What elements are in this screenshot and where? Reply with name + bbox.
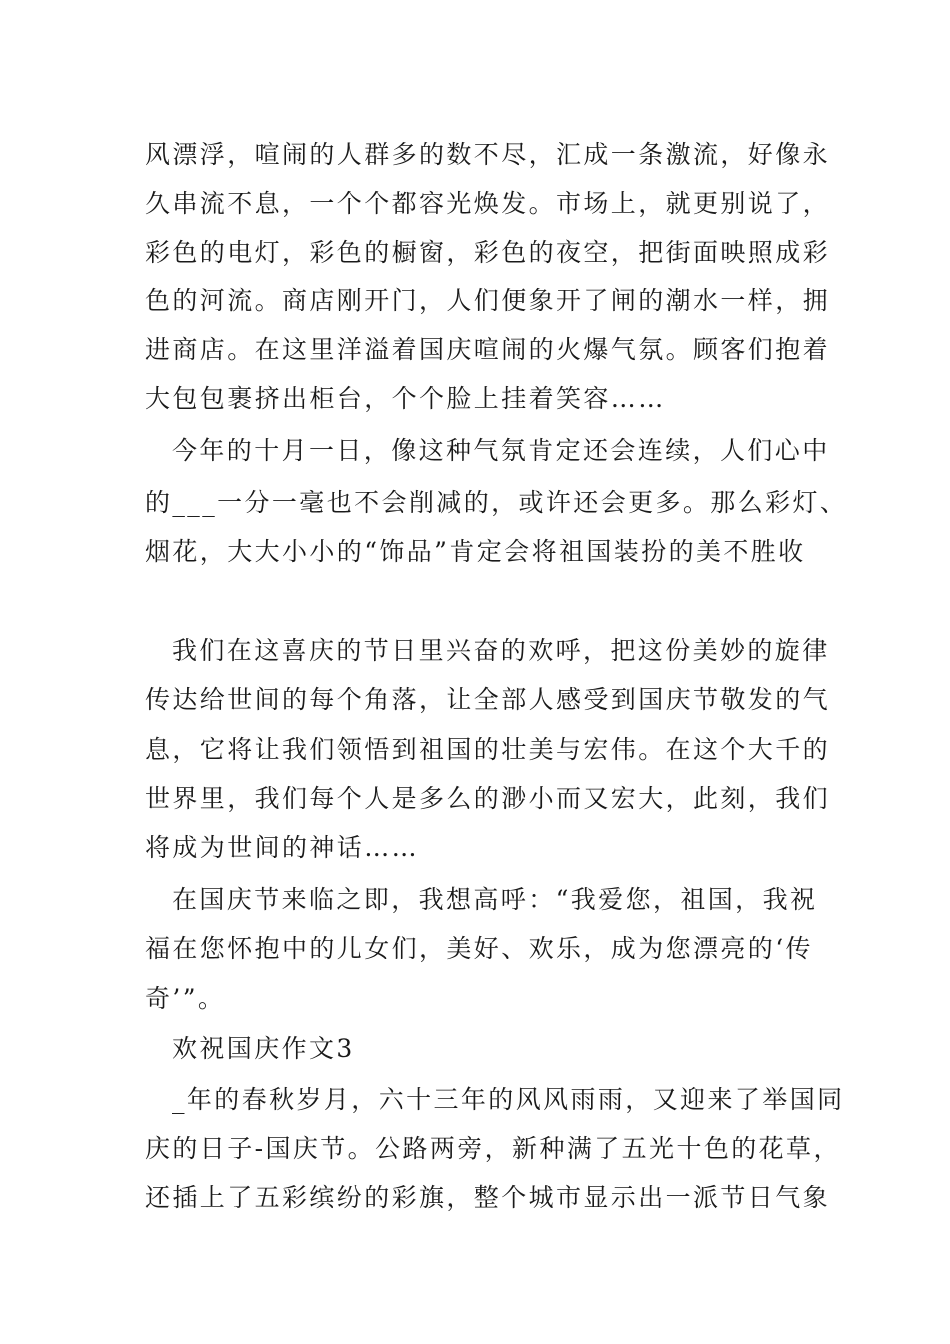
- text-line: 在国庆节来临之即，我想高呼：“我爱您，祖国，我祝: [172, 885, 818, 914]
- text-line: 大包包裹挤出柜台，个个脸上挂着笑容……: [145, 384, 666, 413]
- text-line: 福在您怀抱中的儿女们，美好、欢乐，成为您漂亮的‘传: [145, 934, 813, 963]
- text-line: 庆的日子-国庆节。公路两旁，新种满了五光十色的花草，: [145, 1134, 841, 1163]
- text-line: 色的河流。商店刚开门，人们便象开了闸的潮水一样，拥: [145, 286, 831, 315]
- text-line: 风漂浮，喧闹的人群多的数不尽，汇成一条激流，好像永: [145, 140, 831, 169]
- section-heading: 欢祝国庆作文3: [172, 1034, 355, 1063]
- text-line: 进商店。在这里洋溢着国庆喧闹的火爆气氛。顾客们抱着: [145, 335, 831, 364]
- text-line: 传达给世间的每个角落，让全部人感受到国庆节敬发的气: [145, 685, 831, 714]
- text-line: 我们在这喜庆的节日里兴奋的欢呼，把这份美妙的旋律: [172, 636, 830, 665]
- text-line: 今年的十月一日，像这种气氛肯定还会连续，人们心中: [172, 436, 830, 465]
- text-line: 将成为世间的神话……: [145, 833, 420, 862]
- text-line: _年的春秋岁月，六十三年的风风雨雨，又迎来了举国同: [172, 1085, 845, 1114]
- text-line: 的___一分一毫也不会削减的，或许还会更多。那么彩灯、: [145, 488, 848, 517]
- text-line: 奇’”。: [145, 984, 226, 1013]
- text-line: 还插上了五彩缤纷的彩旗，整个城市显示出一派节日气象: [145, 1183, 831, 1212]
- text-line: 彩色的电灯，彩色的橱窗，彩色的夜空，把街面映照成彩: [145, 238, 831, 267]
- text-line: 世界里，我们每个人是多么的渺小而又宏大，此刻，我们: [145, 784, 831, 813]
- text-line: 烟花，大大小小的“饰品”肯定会将祖国装扮的美不胜收: [145, 537, 806, 566]
- text-line: 久串流不息，一个个都容光焕发。市场上，就更别说了，: [145, 189, 831, 218]
- text-line: 息，它将让我们领悟到祖国的壮美与宏伟。在这个大千的: [145, 735, 831, 764]
